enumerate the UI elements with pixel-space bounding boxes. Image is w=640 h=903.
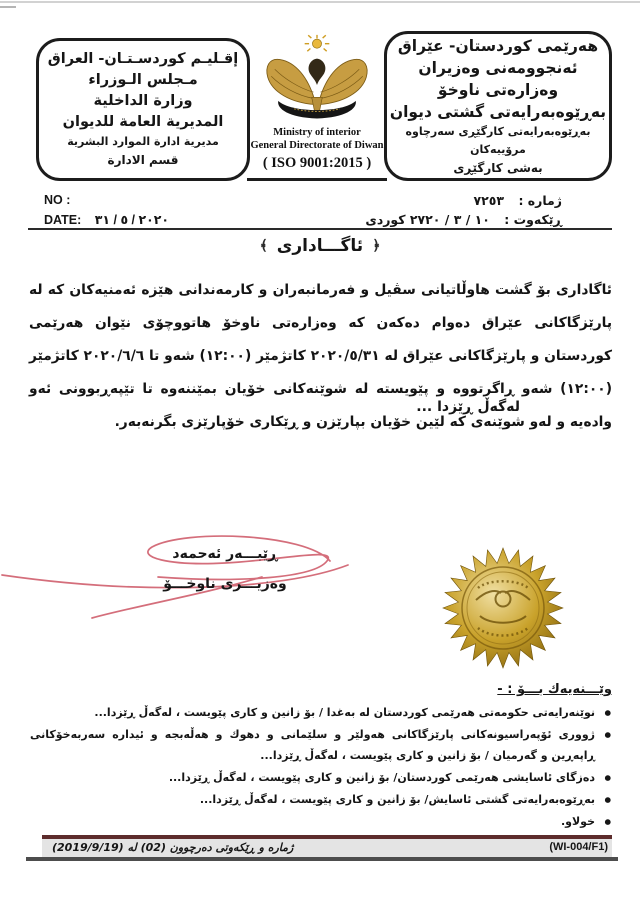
copy-to-heading: وێـــنەیەك بـــۆ : - xyxy=(497,682,612,697)
header-box-kurdish xyxy=(384,31,612,181)
letter-no-row xyxy=(44,193,70,207)
list-item: ● ژووری ئۆپەراسیونەکانی پارێزگاکانی هەولێر و سلێمانی و دهوك و هەڵەبجە و ئیدارە سەربەخۆکانی ڕاپەڕین و گەرمیان / بۆ زانین و کاری پێویست ، لەگەڵ ڕێزدا... xyxy=(30,724,612,766)
directorate-caption: General Directorate of Diwan xyxy=(250,140,384,151)
minister-signature-ink xyxy=(0,503,400,621)
header-line: ئەنجوومەنی وەزیران xyxy=(418,58,578,77)
header-box-arabic xyxy=(36,38,250,181)
scan-edge-artifact xyxy=(0,1,640,3)
emblem-block xyxy=(250,34,384,173)
list-item: ● دەزگای ئاسایشی هەرێمی کوردستان/ بۆ زانین و کاری پێویست ، لەگەڵ ڕێزدا... xyxy=(30,767,612,788)
kurdish-date-label: ڕێکەوت : xyxy=(504,212,562,227)
title-ornament-right: ﴿ xyxy=(372,238,381,254)
page-title: ئاگـــاداری xyxy=(276,236,364,256)
ministry-caption: Ministry of interior xyxy=(273,127,361,138)
header-line: المديرية العامة للديوان xyxy=(62,114,224,130)
header-line: بەشی کارگێڕی xyxy=(453,160,543,175)
footer-form-code: (WI-004/F1) xyxy=(549,841,608,853)
header-line: بەڕێوەبەرایەتی گشتی دیوان xyxy=(389,102,607,121)
copy-to-section xyxy=(30,682,612,833)
header-line: قسم الادارة xyxy=(107,153,179,167)
scan-edge-artifact xyxy=(0,6,16,8)
signatory-title: وەزیـــری ناوخـــۆ xyxy=(163,576,287,592)
header-line: مـجلس الـوزراء xyxy=(88,72,198,88)
gold-seal-icon xyxy=(438,546,568,670)
footer-issue-text: ژماره و ڕێکەوتی دەرچوون (02) لە (2019/9/19) xyxy=(52,841,294,854)
header-line: مديرية ادارة الموارد البشرية xyxy=(67,135,219,148)
krg-eagle-sun-icon xyxy=(264,34,370,122)
header-line: إقـليـم كوردسـتـان- العراق xyxy=(47,51,239,67)
kurdish-date-row xyxy=(365,212,562,227)
letter-number-row xyxy=(474,193,562,208)
list-item: ● نوێنەرایەتی حکومەتی هەرێمی کوردستان لە بەغدا / بۆ زانین و کاری پێویست ، لەگەڵ ڕێزدا... xyxy=(30,702,612,723)
notice-body-paragraph: ئاگاداری بۆ گشت هاوڵاتیانی سڤیل و فەرمانبەران و کارمەندانی هێزە ئەمنیەکان کە لە پارێزگاکانی عێراق دەوام دەکەن کە وەزارەتی ناوخۆ هاتووچۆی نێوان هەرێمی کوردستان و پارێزگاکانی عێراق لە ٢٠٢٠/٥/٣١ کاتژمێر (١٢:٠٠) شەو تا ٢٠٢٠/٦/٦ کاتژمێر (١٢:٠٠) شەو ڕاگرتووە و پێویستە لە شوێنەکانی خۆیان بمێننەوە تا تێپەڕبوونی ئەو وادەیە و لەو شوێنەی کە لێین خۆیان بپارێزن و ڕێکاری خۆپارێزی بگرنەبەر. xyxy=(29,282,613,430)
header-line: بەڕێوەبەرایەتی کارگێڕی سەرچاوە مرۆییەکان xyxy=(405,124,591,156)
iso-certification-label: ( ISO 9001:2015 ) xyxy=(262,155,372,171)
regards-line: لەگەڵ ڕێزدا ... xyxy=(416,399,520,415)
signatory-name: ڕێبـــەر ئەحمەد xyxy=(172,546,278,562)
header-divider-rule xyxy=(28,228,612,230)
list-item: ● بەڕێوەبەرایەتی گشتی ئاسایش/ بۆ زانین و کاری پێویست ، لەگەڵ ڕێزدا... xyxy=(30,789,612,810)
document-title-row xyxy=(0,236,640,256)
no-label: NO : xyxy=(44,193,71,207)
kurdish-date-value: ١٠ / ٣ / ٢٧٢٠ کوردی xyxy=(365,212,490,227)
footer-bottom-rule xyxy=(26,857,618,861)
copy-to-list xyxy=(30,702,612,832)
header-line: وەزارەتی ناوخۆ xyxy=(437,80,559,99)
number-label: ژماره : xyxy=(518,193,562,208)
header-bottom-connector-line xyxy=(247,178,387,181)
date-value: ٢٠٢٠ / ٥ / ٣١ xyxy=(94,213,170,227)
footer-strip xyxy=(42,839,612,857)
header-line: وزارة الداخلية xyxy=(93,93,193,109)
header-line: هەرێمی کوردستان- عێراق xyxy=(397,36,599,55)
date-label: DATE: xyxy=(44,213,82,227)
list-item: ● خولاو. xyxy=(30,811,612,832)
number-value: ٧٢٥٣ xyxy=(473,193,505,208)
letter-date-row xyxy=(44,212,169,227)
title-ornament-left: ﴾ xyxy=(259,238,268,254)
